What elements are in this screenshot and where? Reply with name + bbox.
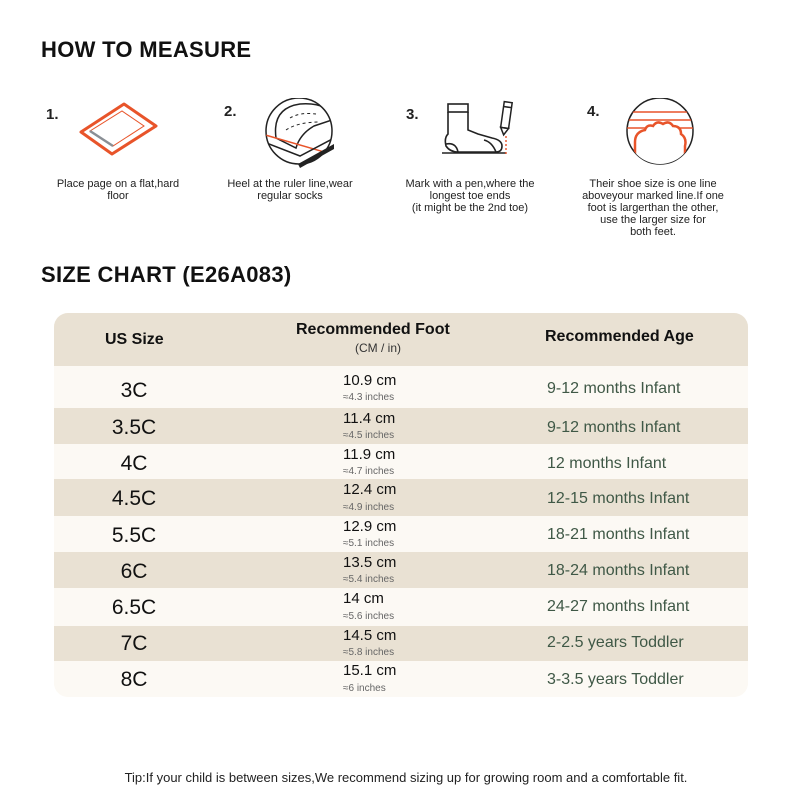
step-number: 2.: [224, 103, 237, 120]
step-description: Place page on a flat,hard floor: [56, 178, 180, 202]
table-header: [54, 313, 748, 366]
step-description: Heel at the ruler line,wear regular socks: [227, 178, 353, 202]
size-chart-title: SIZE CHART (E26A083): [41, 262, 292, 287]
us-size-cell: 3C: [120, 379, 148, 402]
foot-inches-cell: ≈4.3 inches: [343, 392, 395, 403]
table-row: [54, 516, 748, 552]
foot-inches-cell: ≈5.4 inches: [343, 574, 395, 585]
table-row: [54, 366, 748, 408]
foot-cm-cell: 12.4 cm: [343, 481, 397, 498]
us-size-cell: 3.5C: [111, 416, 157, 439]
foot-cm-cell: 10.9 cm: [343, 372, 397, 389]
foot-inches-cell: ≈4.5 inches: [343, 430, 395, 441]
table-row: [54, 552, 748, 588]
how-to-measure-title: HOW TO MEASURE: [41, 37, 252, 62]
foot-inches-cell: ≈5.8 inches: [343, 647, 395, 658]
step-number: 4.: [587, 103, 600, 120]
table-row: [54, 408, 748, 444]
foot-inches-cell: ≈5.1 inches: [343, 538, 395, 549]
table-row: [54, 444, 748, 479]
table-row: [54, 479, 748, 516]
age-cell: 12 months Infant: [547, 455, 667, 472]
foot-cm-cell: 11.9 cm: [343, 446, 396, 463]
header-recommended-foot: Recommended Foot: [296, 321, 450, 338]
table-row: [54, 588, 748, 626]
step-number: 1.: [46, 106, 59, 123]
table-row: [54, 626, 748, 661]
sock-and-pen-icon: [440, 100, 520, 156]
step-number: 3.: [406, 106, 419, 123]
step-description: Their shoe size is one line aboveyour marked line.If one foot is largerthan the other, use the larger size for both feet.: [582, 178, 724, 238]
foot-cm-cell: 13.5 cm: [343, 554, 397, 571]
header-foot-unit: (CM / in): [355, 341, 401, 355]
measure-step-3: [385, 98, 555, 248]
us-size-cell: 8C: [120, 668, 148, 691]
age-cell: 12-15 months Infant: [547, 490, 690, 507]
measure-step-1: [33, 98, 203, 248]
header-us-size: US Size: [105, 331, 164, 348]
foot-cm-cell: 14.5 cm: [343, 627, 397, 644]
foot-inches-cell: ≈5.6 inches: [343, 611, 395, 622]
step-description: Mark with a pen,where the longest toe ends (it might be the 2nd toe): [405, 178, 535, 214]
us-size-cell: 4.5C: [111, 487, 157, 510]
table-row: [54, 661, 748, 697]
size-chart-table: [54, 313, 748, 697]
foot-cm-cell: 15.1 cm: [343, 662, 397, 679]
age-cell: 18-21 months Infant: [547, 526, 690, 543]
age-cell: 9-12 months Infant: [547, 380, 681, 397]
foot-lines-icon: [621, 98, 701, 168]
us-size-cell: 4C: [120, 452, 148, 475]
age-cell: 18-24 months Infant: [547, 562, 690, 579]
foot-inches-cell: ≈6 inches: [343, 683, 386, 694]
age-cell: 9-12 months Infant: [547, 419, 681, 436]
foot-cm-cell: 14 cm: [343, 590, 384, 607]
foot-cm-cell: 11.4 cm: [343, 410, 396, 427]
measure-step-2: [205, 98, 375, 248]
age-cell: 3-3.5 years Toddler: [547, 671, 684, 688]
foot-inches-cell: ≈4.9 inches: [343, 502, 395, 513]
header-recommended-age: Recommended Age: [545, 328, 694, 345]
us-size-cell: 7C: [120, 632, 148, 655]
age-cell: 24-27 months Infant: [547, 598, 690, 615]
us-size-cell: 5.5C: [111, 524, 157, 547]
sizing-tip: Tip:If your child is between sizes,We recommend sizing up for growing room and a comfortable fit.: [124, 770, 688, 785]
heel-on-ruler-icon: [260, 98, 340, 168]
us-size-cell: 6.5C: [111, 596, 157, 619]
measure-step-4: [568, 98, 738, 248]
foot-inches-cell: ≈4.7 inches: [343, 466, 395, 477]
us-size-cell: 6C: [120, 560, 148, 583]
age-cell: 2-2.5 years Toddler: [547, 634, 684, 651]
foot-cm-cell: 12.9 cm: [343, 518, 397, 535]
paper-on-floor-icon: [78, 102, 160, 158]
